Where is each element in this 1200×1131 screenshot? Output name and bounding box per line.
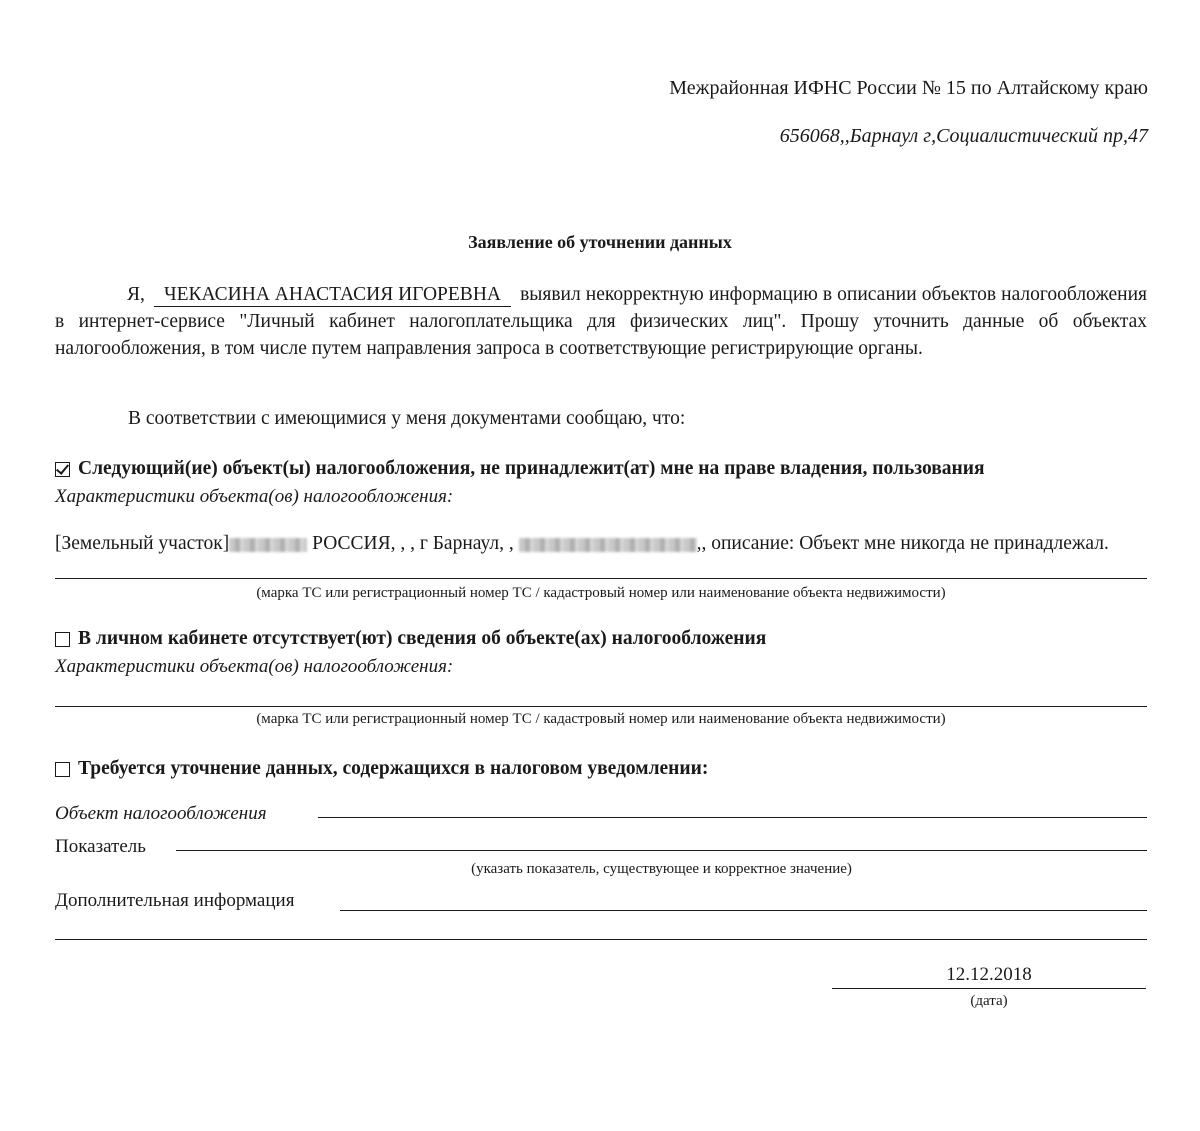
additional-info-label: Дополнительная информация xyxy=(55,890,295,911)
recipient-address: 656068,,Барнаул г,Социалистический пр,47 xyxy=(779,125,1148,147)
section2-subheading: Характеристики объекта(ов) налогообложения: xyxy=(55,656,454,677)
indicator-field-line[interactable] xyxy=(176,850,1147,851)
object-field-line[interactable] xyxy=(318,817,1147,818)
documents-statement: В соответствии с имеющимися у меня документами сообщаю, что: xyxy=(128,408,686,429)
section2-checkbox[interactable] xyxy=(55,632,70,647)
intro-text: выявил некорректную информацию в описании объектов налогообложения в интернет-сервисе "Личный кабинет налогоплательщика для физических лиц". Прошу уточнить данные об объектах налогообложения, в том числе путем направления запроса в соответствующие регистрирующие органы. xyxy=(55,284,1148,359)
section2-caption: (марка ТС или регистрационный номер ТС / кадастровый номер или наименование объекта недвижимости) xyxy=(256,711,946,727)
redacted-address xyxy=(519,538,697,552)
applicant-name: ЧЕКАСИНА АНАСТАСИЯ ИГОРЕВНА xyxy=(154,284,511,307)
redacted-cadastral-number xyxy=(229,538,307,552)
section2-heading-text: В личном кабинете отсутствует(ют) сведения об объекте(ах) налогообложения xyxy=(78,628,767,649)
object-address: РОССИЯ, , , г Барнаул, , xyxy=(312,533,514,554)
section2-heading xyxy=(55,628,766,650)
indicator-caption: (указать показатель, существующее и корректное значение) xyxy=(471,861,852,877)
object-label: Объект налогообложения xyxy=(55,803,267,824)
date-caption: (дата) xyxy=(970,993,1008,1009)
section1-caption: (марка ТС или регистрационный номер ТС / кадастровый номер или наименование объекта недвижимости) xyxy=(256,585,946,601)
section1-object-description xyxy=(55,531,1147,557)
object-note: ,, описание: Объект мне никогда не принадлежал. xyxy=(696,533,1109,554)
intro-paragraph xyxy=(55,281,1147,362)
section3-checkbox[interactable] xyxy=(55,762,70,777)
section2-underline xyxy=(55,706,1147,707)
section1-subheading: Характеристики объекта(ов) налогообложения: xyxy=(55,486,454,507)
object-type: [Земельный участок] xyxy=(55,533,230,554)
section3-heading-text: Требуется уточнение данных, содержащихся в налоговом уведомлении: xyxy=(78,758,709,779)
section1-underline xyxy=(55,578,1147,579)
section3-heading xyxy=(55,758,708,780)
indicator-label: Показатель xyxy=(55,836,146,857)
date-value: 12.12.2018 xyxy=(946,964,1032,985)
intro-prefix: Я, xyxy=(127,284,145,305)
date-line xyxy=(832,988,1146,989)
section1-heading-text: Следующий(ие) объект(ы) налогообложения, не принадлежит(ат) мне на праве владения, пользования xyxy=(78,458,985,479)
additional-info-line[interactable] xyxy=(340,910,1147,911)
recipient: Межрайонная ИФНС России № 15 по Алтайскому краю xyxy=(669,77,1148,99)
section1-checkbox[interactable] xyxy=(55,462,70,477)
section1-heading xyxy=(55,458,985,480)
additional-info-line-2[interactable] xyxy=(55,939,1147,940)
document-title: Заявление об уточнении данных xyxy=(468,232,732,252)
